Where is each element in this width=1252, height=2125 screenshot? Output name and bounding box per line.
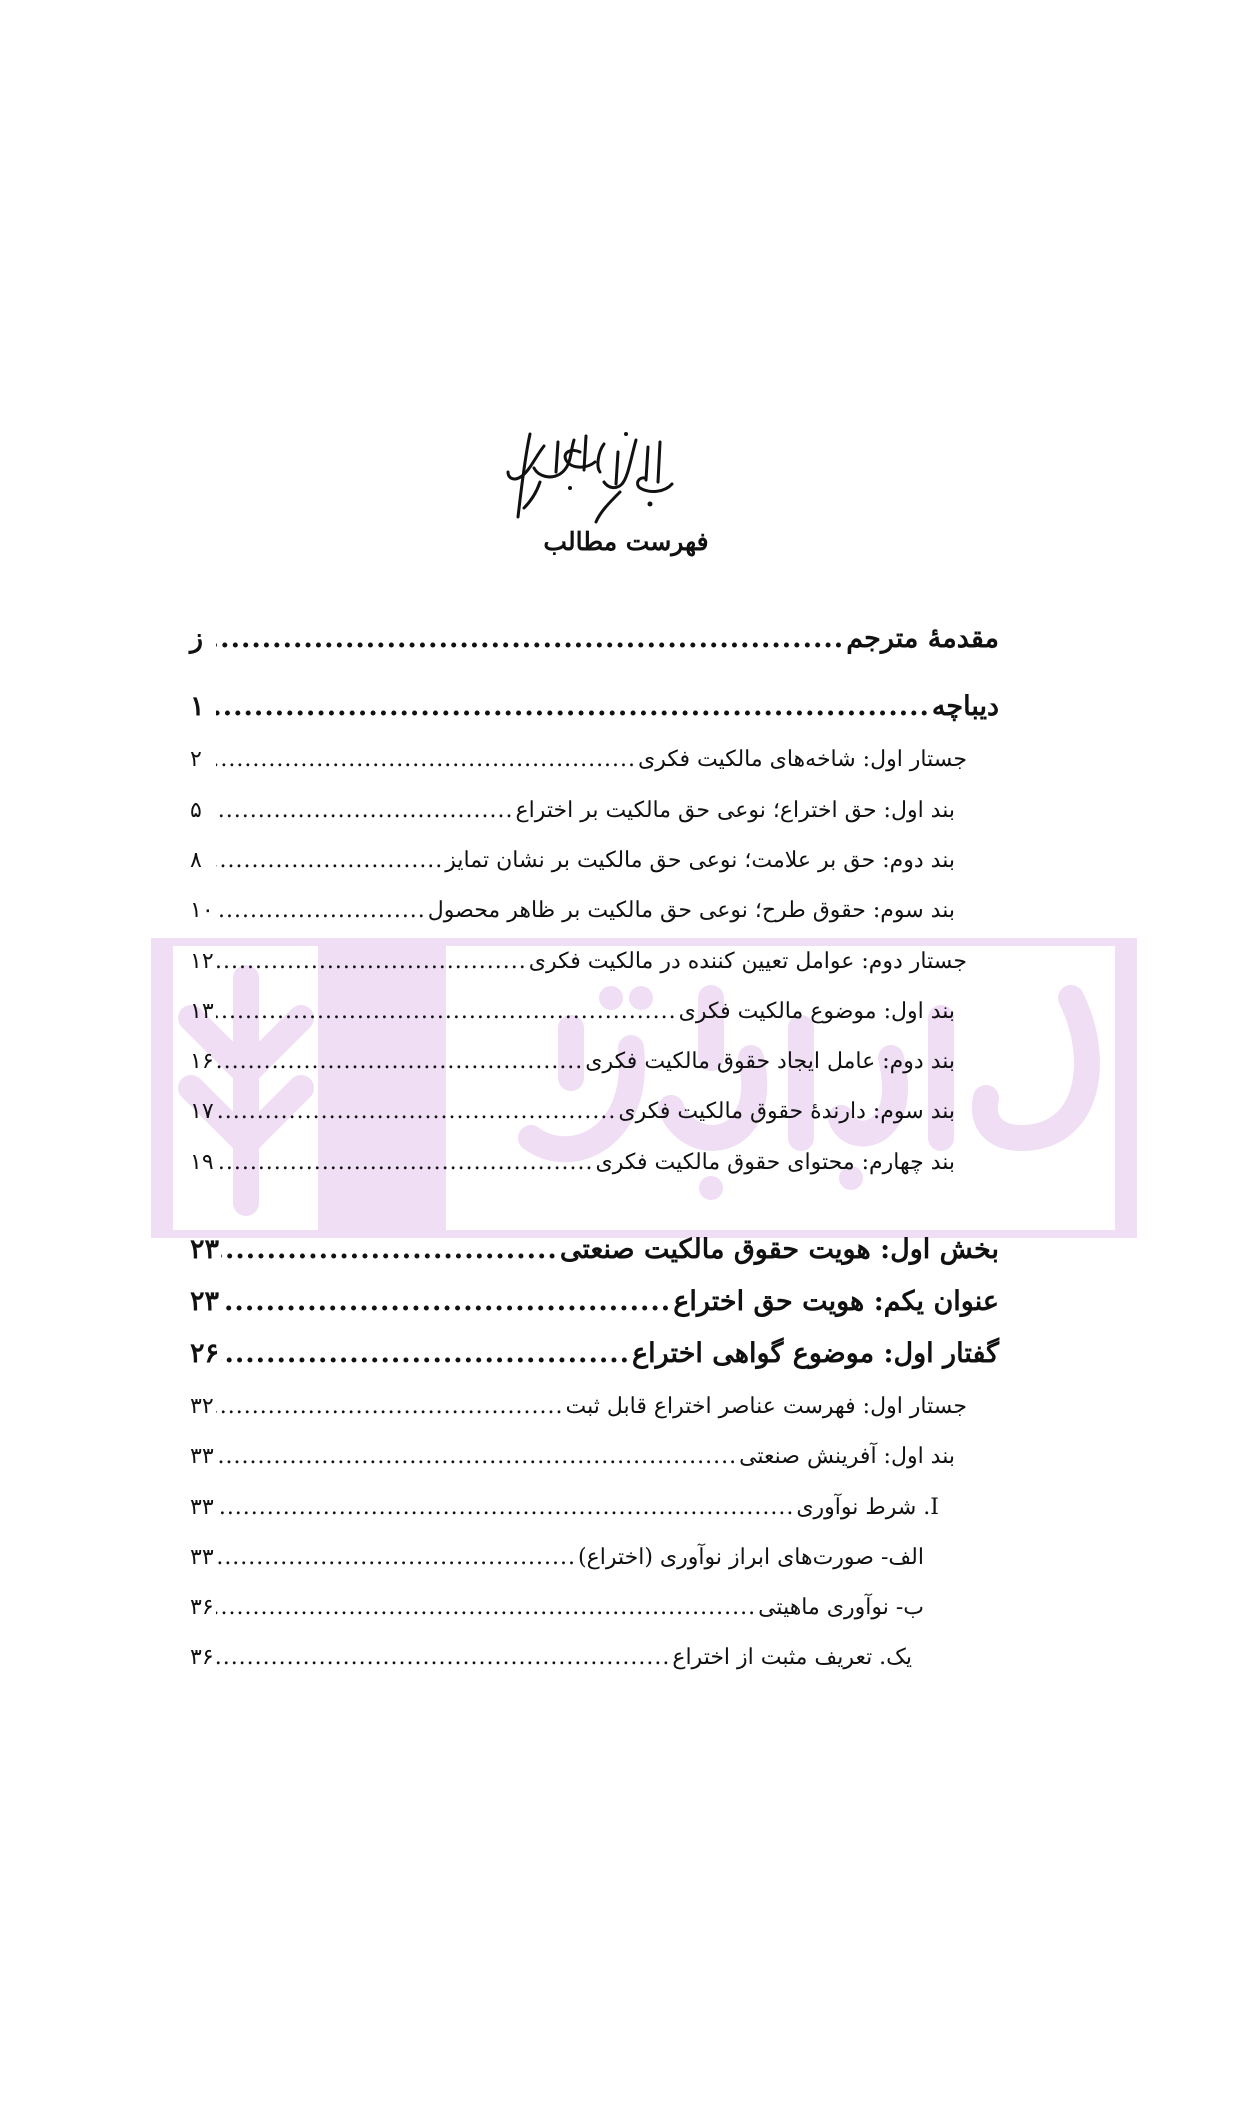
dot-leader (221, 1338, 630, 1369)
dot-leader (216, 623, 844, 654)
toc-entry[interactable] (190, 1528, 924, 1570)
toc-entry-label: بند دوم: عامل ایجاد حقوق مالکیت فکری (585, 1049, 955, 1074)
toc-entry-page: ۳۳ (190, 1444, 214, 1469)
toc-entry-page: ۲ (190, 747, 202, 772)
toc-entry-label: جستار دوم: عوامل تعیین کننده در مالکیت فکری (528, 949, 967, 974)
dot-leader (216, 798, 513, 823)
dot-leader (216, 1645, 670, 1670)
toc-entry-page: ۸ (190, 848, 202, 873)
toc-entry-page: ۱۳ (190, 999, 214, 1024)
dot-leader (216, 1394, 564, 1419)
toc-entry[interactable] (190, 1223, 999, 1265)
toc-entry-label: بند اول: حق اختراع؛ نوعی حق مالکیت بر اختراع (515, 798, 955, 823)
toc-entry-label: مقدمۀ مترجم (846, 623, 999, 654)
toc-entry-label: جستار اول: فهرست عناصر اختراع قابل ثبت (565, 1394, 967, 1419)
dot-leader (216, 848, 443, 873)
toc-entry-label: ب- نوآوری ماهیتی (758, 1595, 924, 1620)
dot-leader (216, 1444, 737, 1469)
dot-leader (216, 1150, 594, 1175)
toc-entry-page: ۳۶ (190, 1595, 214, 1620)
toc-entry-label: دیباچه (931, 691, 999, 722)
toc-entry-label: بخش اول: هویت حقوق مالکیت صنعتی (559, 1234, 999, 1265)
toc-entry[interactable] (190, 932, 967, 974)
toc-entry[interactable] (190, 982, 955, 1024)
dot-leader (216, 747, 636, 772)
toc-entry[interactable] (190, 1578, 924, 1620)
dot-leader (216, 1495, 794, 1520)
toc-entry[interactable] (190, 1628, 912, 1670)
dot-leader (216, 898, 426, 923)
toc-entry-page: ۱۲ (190, 949, 214, 974)
dot-leader (216, 691, 930, 722)
dot-leader (216, 1595, 756, 1620)
toc-entry-label: یک. تعریف مثبت از اختراع (672, 1645, 912, 1670)
toc-entry-label: بند سوم: حقوق طرح؛ نوعی حق مالکیت بر ظاهر محصول (427, 898, 955, 923)
toc-entry-page: ۱ (190, 691, 205, 722)
toc-entry-page: ۱۰ (190, 898, 214, 923)
toc-entry[interactable] (190, 680, 999, 722)
toc-entry[interactable] (190, 1082, 955, 1124)
toc-entry-page: ۵ (190, 798, 202, 823)
toc-entry[interactable] (190, 730, 967, 772)
toc-entry[interactable] (190, 1478, 939, 1520)
toc-entry-page: ۱۷ (190, 1099, 214, 1124)
toc-entry-page: ۳۳ (190, 1545, 214, 1570)
toc-entry-page: ز (190, 623, 204, 654)
toc-entry-label: بند دوم: حق بر علامت؛ نوعی حق مالکیت بر نشان تمایز (445, 848, 955, 873)
toc-entry-label: گفتار اول: موضوع گواهی اختراع (632, 1338, 999, 1369)
dot-leader (216, 1099, 616, 1124)
toc-entry[interactable] (190, 831, 955, 873)
basmala-calligraphy (500, 422, 680, 532)
dot-leader (216, 1049, 583, 1074)
dot-leader (216, 999, 677, 1024)
toc-entry-label: بند اول: موضوع مالکیت فکری (678, 999, 955, 1024)
toc-entry[interactable] (190, 1327, 999, 1369)
toc-entry-page: ۲۶ (190, 1338, 220, 1369)
toc-entry[interactable] (190, 612, 999, 654)
toc-entry-label: جستار اول: شاخه‌های مالکیت فکری (638, 747, 967, 772)
toc-entry-label: عنوان یکم: هویت حق اختراع (673, 1286, 999, 1317)
toc-entry-page: ۳۳ (190, 1495, 214, 1520)
toc-entry-page: ۱۹ (190, 1150, 214, 1175)
toc-entry[interactable] (190, 1427, 955, 1469)
toc-entry-label: بند اول: آفرینش صنعتی (739, 1444, 955, 1469)
toc-entry-label: I. شرط نوآوری (796, 1495, 939, 1520)
dot-leader (216, 949, 527, 974)
dot-leader (216, 1545, 576, 1570)
toc-entry-page: ۳۶ (190, 1645, 214, 1670)
toc-entry[interactable] (190, 781, 955, 823)
dot-leader (221, 1234, 558, 1265)
toc-entry-page: ۱۶ (190, 1049, 214, 1074)
toc-entry[interactable] (190, 1133, 955, 1175)
page-title: فهرست مطالب (543, 527, 709, 556)
toc-entry-label: بند سوم: دارندۀ حقوق مالکیت فکری (618, 1099, 955, 1124)
toc-entry-page: ۲۳ (190, 1286, 220, 1317)
toc-entry[interactable] (190, 881, 955, 923)
toc-entry-page: ۲۳ (190, 1234, 220, 1265)
toc-entry[interactable] (190, 1032, 955, 1074)
toc-entry[interactable] (190, 1377, 967, 1419)
toc-entry-label: بند چهارم: محتوای حقوق مالکیت فکری (595, 1150, 955, 1175)
toc-entry-label: الف- صورت‌های ابراز نوآوری (اختراع) (578, 1545, 924, 1570)
toc-entry-page: ۳۲ (190, 1394, 214, 1419)
dot-leader (221, 1286, 671, 1317)
toc-entry[interactable] (190, 1275, 999, 1317)
